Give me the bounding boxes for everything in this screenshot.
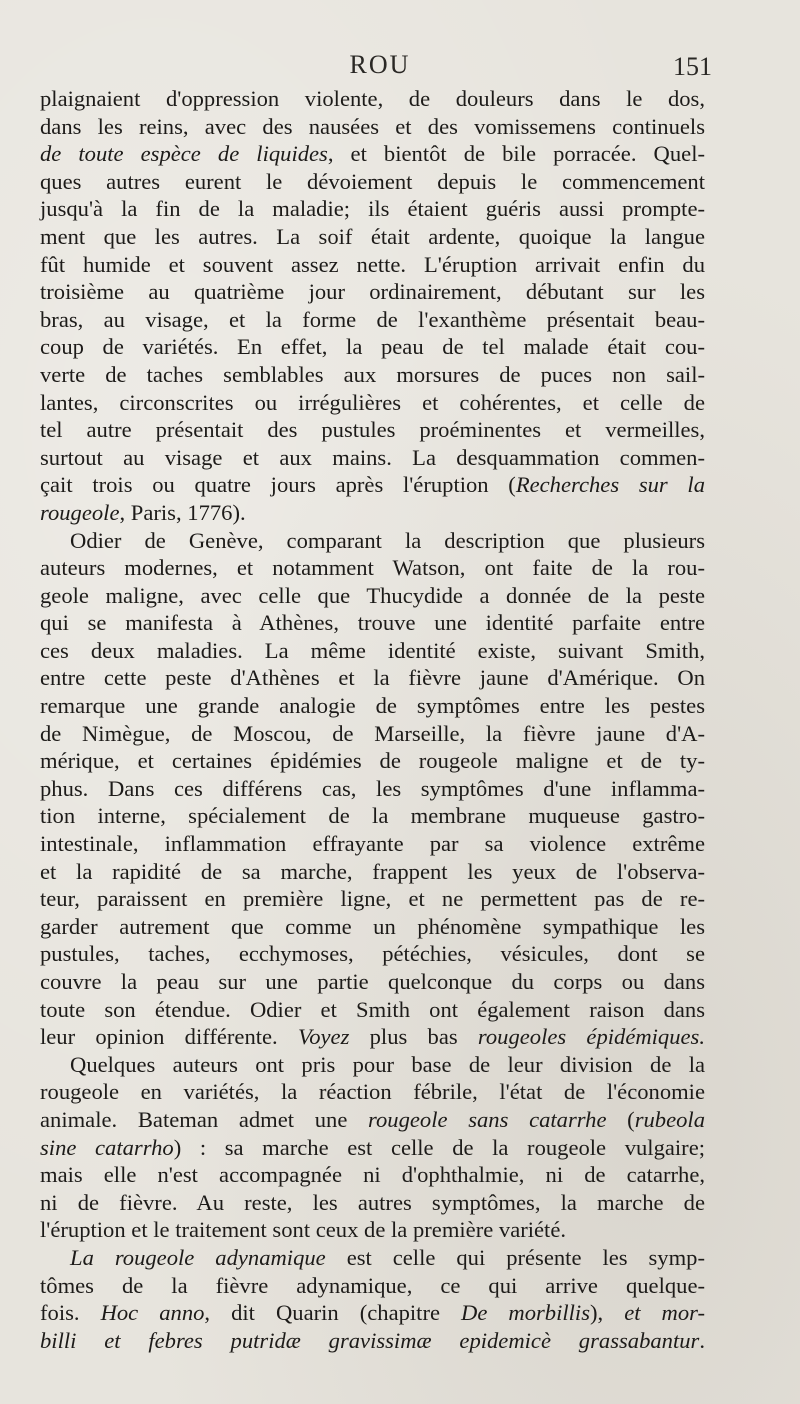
text-line bbox=[40, 416, 705, 444]
text-segment: auteurs modernes, et notamment Watson, ont faite de la rou- bbox=[40, 555, 705, 581]
text-segment: tômes de la fièvre adynamique, ce qui arrive quelque- bbox=[40, 1272, 705, 1298]
text-segment: ), bbox=[589, 1300, 625, 1326]
text-segment: rougeole en variétés, la réaction fébrile, l'état de l'économie bbox=[40, 1079, 705, 1105]
text-segment: , dit Quarin (chapitre bbox=[204, 1300, 462, 1326]
text-segment: ni de fièvre. Au reste, les autres symptômes, la marche de bbox=[40, 1189, 705, 1215]
text-segment: plaignaient d'oppression violente, de douleurs dans le dos, bbox=[40, 86, 705, 111]
text-line bbox=[40, 692, 705, 720]
text-segment: troisième au quatrième jour ordinairement, débutant sur les bbox=[40, 279, 705, 305]
italic-segment: Hoc anno bbox=[100, 1300, 205, 1326]
text-line bbox=[40, 664, 705, 692]
text-line bbox=[40, 499, 705, 527]
italic-segment: billi et febres putridæ gravissimæ epidemicè grassabantur bbox=[40, 1327, 700, 1353]
text-segment: phus. Dans ces différens cas, les symptômes d'une inflamma- bbox=[40, 775, 705, 801]
text-line bbox=[40, 802, 705, 830]
text-line bbox=[40, 1106, 705, 1134]
text-line bbox=[40, 1272, 705, 1300]
text-line bbox=[40, 251, 705, 279]
text-line bbox=[40, 554, 705, 582]
text-segment: mérique, et certaines épidémies de rougeole maligne et de ty- bbox=[40, 748, 705, 774]
text-line bbox=[40, 1078, 705, 1106]
italic-segment: Recherches sur la bbox=[515, 472, 705, 498]
text-line bbox=[40, 720, 705, 748]
italic-segment: de toute espèce de liquides bbox=[40, 141, 328, 167]
text-line bbox=[40, 333, 705, 361]
text-segment: , et bientôt de bile porracée. Quel- bbox=[327, 141, 705, 167]
text-line bbox=[40, 830, 705, 858]
text-line bbox=[40, 885, 705, 913]
text-segment: de Nimègue, de Moscou, de Marseille, la fièvre jaune d'A- bbox=[40, 720, 705, 746]
text-segment: couvre la peau sur une partie quelconque du corps ou dans bbox=[40, 969, 705, 994]
text-line bbox=[40, 223, 705, 251]
text-segment: garder autrement que comme un phénomène sympathique les bbox=[40, 913, 705, 939]
page-number: 151 bbox=[673, 52, 712, 81]
text-segment: fois. bbox=[40, 1300, 101, 1326]
text-segment: intestinale, inflammation effrayante par sa violence extrême bbox=[40, 831, 705, 857]
text-segment: geole maligne, avec celle que Thucydide a donnée de la peste bbox=[40, 582, 705, 608]
running-title: ROU bbox=[349, 50, 411, 79]
text-line bbox=[40, 527, 705, 555]
text-segment: plus bas bbox=[349, 1024, 478, 1050]
text-line bbox=[40, 85, 705, 113]
text-segment: verte de taches semblables aux morsures de puces non sail- bbox=[40, 361, 705, 387]
text-line bbox=[40, 444, 705, 472]
text-line bbox=[40, 361, 705, 389]
italic-segment: De morbillis bbox=[461, 1300, 590, 1326]
text-segment: ces deux maladies. La même identité existe, suivant Smith, bbox=[40, 637, 705, 663]
text-line bbox=[40, 940, 705, 968]
text-segment: . bbox=[699, 1327, 705, 1353]
text-segment: animale. Bateman admet une bbox=[40, 1106, 369, 1132]
text-segment: jusqu'à la fin de la maladie; ils étaient guéris aussi prompte- bbox=[40, 196, 705, 222]
text-segment: Odier de Genève, comparant la description que plusieurs bbox=[70, 527, 705, 553]
text-segment: surtout au visage et aux mains. La desquammation commen- bbox=[40, 444, 705, 470]
text-segment: l'éruption et le traitement sont ceux de la première variété. bbox=[40, 1217, 567, 1243]
text-line bbox=[40, 278, 705, 306]
body-text bbox=[40, 85, 705, 1354]
text-segment: lantes, circonscrites ou irrégulières et cohérentes, et celle de bbox=[40, 389, 705, 415]
text-line bbox=[40, 1299, 705, 1327]
text-line bbox=[40, 1189, 705, 1217]
text-segment: ( bbox=[606, 1106, 635, 1132]
text-line bbox=[40, 747, 705, 775]
text-line bbox=[40, 913, 705, 941]
text-segment: mais elle n'est accompagnée ni d'ophthalmie, ni de catarrhe, bbox=[40, 1162, 705, 1188]
italic-segment: Voyez bbox=[297, 1024, 350, 1050]
text-segment: leur opinion différente. bbox=[40, 1024, 298, 1050]
text-segment: qui se manifesta à Athènes, trouve une identité parfaite entre bbox=[40, 610, 705, 636]
text-segment: est celle qui présente les symp- bbox=[325, 1244, 705, 1270]
text-line bbox=[40, 389, 705, 417]
text-line bbox=[40, 858, 705, 886]
text-segment: ques autres eurent le dévoiement depuis le commencement bbox=[40, 168, 705, 194]
text-line bbox=[40, 471, 705, 499]
text-segment: çait trois ou quatre jours après l'éruption ( bbox=[40, 472, 516, 498]
text-line bbox=[40, 1216, 705, 1244]
text-segment: ment que les autres. La soif était ardente, quoique la langue bbox=[40, 223, 705, 249]
text-line bbox=[40, 968, 705, 996]
italic-segment: rougeoles épidémiques. bbox=[477, 1024, 705, 1050]
text-line bbox=[40, 996, 705, 1024]
text-line bbox=[40, 140, 705, 168]
text-line bbox=[40, 195, 705, 223]
text-segment: entre cette peste d'Athènes et la fièvre jaune d'Amérique. On bbox=[40, 665, 705, 691]
italic-segment: rubeola bbox=[634, 1106, 705, 1132]
text-segment: , Paris, 1776). bbox=[119, 499, 246, 525]
text-line bbox=[40, 306, 705, 334]
text-segment: ) : sa marche est celle de la rougeole vulgaire; bbox=[173, 1134, 706, 1160]
italic-segment: sine catarrho bbox=[40, 1134, 174, 1160]
text-line bbox=[40, 1023, 705, 1051]
text-line bbox=[40, 1327, 705, 1355]
text-segment: Quelques auteurs ont pris pour base de leur division de la bbox=[70, 1051, 705, 1077]
text-line bbox=[40, 1134, 705, 1162]
text-segment: dans les reins, avec des nausées et des vomissemens continuels bbox=[40, 113, 705, 139]
text-segment: bras, au visage, et la forme de l'exanthème présentait beau- bbox=[40, 306, 705, 332]
text-segment: tel autre présentait des pustules proéminentes et vermeilles, bbox=[40, 417, 705, 443]
italic-segment: rougeole bbox=[40, 499, 120, 525]
text-segment: et la rapidité de sa marche, frappent les yeux de l'observa- bbox=[40, 858, 705, 884]
text-line bbox=[40, 775, 705, 803]
text-segment: toute son étendue. Odier et Smith ont également raison dans bbox=[40, 996, 705, 1022]
text-line bbox=[40, 1244, 705, 1272]
text-segment: remarque une grande analogie de symptômes entre les pestes bbox=[40, 693, 705, 719]
italic-segment: rougeole sans catarrhe bbox=[368, 1106, 607, 1132]
text-line bbox=[40, 582, 705, 610]
text-line bbox=[40, 609, 705, 637]
text-line bbox=[40, 168, 705, 196]
italic-segment: La rougeole adynamique bbox=[70, 1244, 326, 1270]
text-segment: coup de variétés. En effet, la peau de tel malade était cou- bbox=[40, 334, 705, 360]
running-head bbox=[0, 50, 800, 84]
italic-segment: et mor- bbox=[624, 1300, 705, 1326]
text-segment: fût humide et souvent assez nette. L'éruption arrivait enfin du bbox=[40, 251, 705, 277]
text-line bbox=[40, 1051, 705, 1079]
text-segment: tion interne, spécialement de la membrane muqueuse gastro- bbox=[40, 803, 705, 829]
text-segment: pustules, taches, ecchymoses, pétéchies, vésicules, dont se bbox=[40, 941, 705, 967]
text-line bbox=[40, 637, 705, 665]
text-line bbox=[40, 113, 705, 141]
text-segment: teur, paraissent en première ligne, et ne permettent pas de re- bbox=[40, 886, 705, 912]
text-line bbox=[40, 1161, 705, 1189]
